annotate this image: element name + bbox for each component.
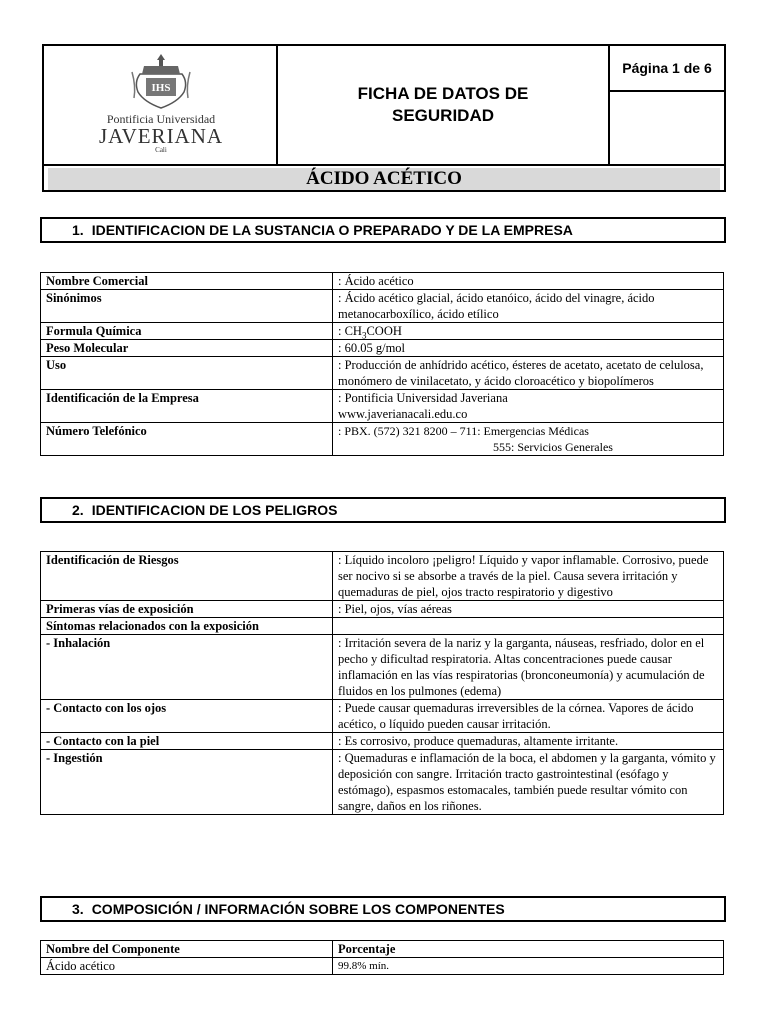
table-row xyxy=(41,635,724,700)
substance-name: ÁCIDO ACÉTICO xyxy=(48,168,720,190)
table-header-row xyxy=(41,941,724,958)
university-seal-icon xyxy=(126,52,196,110)
title-line-1: FICHA DE DATOS DE xyxy=(357,84,529,103)
row-label: Nombre Comercial xyxy=(41,273,333,290)
row-label: - Ingestión xyxy=(41,750,333,815)
row-label: Sinónimos xyxy=(41,290,333,323)
row-value: : 60.05 g/mol xyxy=(333,340,724,357)
table-row xyxy=(41,290,724,323)
formula-prefix: : CH xyxy=(338,324,362,338)
section-3-heading xyxy=(40,896,726,922)
table-row xyxy=(41,390,724,423)
row-value xyxy=(333,423,724,456)
section-1-heading xyxy=(40,217,726,243)
composition-table xyxy=(40,940,724,975)
row-value xyxy=(333,323,724,340)
section-1-number: 1. xyxy=(72,222,84,238)
row-label: - Contacto con los ojos xyxy=(41,700,333,733)
university-logo xyxy=(44,46,278,164)
row-value: : Es corrosivo, produce quemaduras, altamente irritante. xyxy=(333,733,724,750)
phone-general: 555: Servicios Generales xyxy=(493,440,613,454)
row-label: - Contacto con la piel xyxy=(41,733,333,750)
section-1-title: IDENTIFICACION DE LA SUSTANCIA O PREPARADO Y DE LA EMPRESA xyxy=(91,222,573,238)
logo-line-1: Pontificia Universidad xyxy=(106,112,216,126)
row-value xyxy=(333,618,724,635)
substance-band xyxy=(44,164,724,190)
table-row xyxy=(41,552,724,601)
table-row xyxy=(41,423,724,456)
row-value: : Puede causar quemaduras irreversibles de la córnea. Vapores de ácido acético, o líquido pueden causar irritación. xyxy=(333,700,724,733)
column-header: Porcentaje xyxy=(333,941,724,958)
row-label: Uso xyxy=(41,357,333,390)
table-row xyxy=(41,340,724,357)
section-2-number: 2. xyxy=(72,502,84,518)
section-3-number: 3. xyxy=(72,901,84,917)
row-label: Número Telefónico xyxy=(41,423,333,456)
document-title xyxy=(278,46,610,164)
component-name: Ácido acético xyxy=(41,958,333,975)
row-value xyxy=(333,390,724,423)
row-label: Formula Química xyxy=(41,323,333,340)
logo-line-2: JAVERIANA xyxy=(98,124,224,148)
row-label: Síntomas relacionados con la exposición xyxy=(41,618,333,635)
logo-line-3: Cali xyxy=(155,146,167,154)
company-website: www.javerianacali.edu.co xyxy=(338,407,468,421)
table-row xyxy=(41,323,724,340)
svg-text:IHS: IHS xyxy=(151,82,171,94)
identification-table xyxy=(40,272,724,456)
column-header: Nombre del Componente xyxy=(41,941,333,958)
formula-suffix: COOH xyxy=(366,324,402,338)
page-indicator: Página 1 de 6 xyxy=(610,46,724,92)
document-header xyxy=(42,44,726,192)
row-value: : Ácido acético xyxy=(333,273,724,290)
row-value: : Piel, ojos, vías aéreas xyxy=(333,601,724,618)
row-label: Primeras vías de exposición xyxy=(41,601,333,618)
row-value: : Quemaduras e inflamación de la boca, el abdomen y la garganta, vómito y deposición con sangre. Irritación tracto gastrointestinal (esófago y estómago), espasmos estomacales, también puede resultar vómito con sangre, daños en los riñones. xyxy=(333,750,724,815)
table-row xyxy=(41,618,724,635)
row-value: : Irritación severa de la nariz y la garganta, náuseas, resfriado, dolor en el pecho y dificultad respiratoria. Altas concentraciones puede causar inflamación en las vías respiratorias (bronconeumonía) y acumulación de fluidos en los pulmones (edema) xyxy=(333,635,724,700)
row-label: Identificación de Riesgos xyxy=(41,552,333,601)
table-row xyxy=(41,357,724,390)
row-value: : Producción de anhídrido acético, ésteres de acetato, acetato de celulosa, monómero de vinilacetato, y ácido cloroacético y biopolímeros xyxy=(333,357,724,390)
table-row xyxy=(41,601,724,618)
section-2-title: IDENTIFICACION DE LOS PELIGROS xyxy=(91,502,338,518)
row-label: - Inhalación xyxy=(41,635,333,700)
component-percent: 99.8% mín. xyxy=(333,958,724,975)
row-label: Peso Molecular xyxy=(41,340,333,357)
phone-emergency: : PBX. (572) 321 8200 – 711: Emergencias Médicas xyxy=(338,424,589,438)
formula-subscript: 3 xyxy=(361,330,367,341)
row-label: Identificación de la Empresa xyxy=(41,390,333,423)
table-row xyxy=(41,733,724,750)
table-row xyxy=(41,700,724,733)
hazards-table xyxy=(40,551,724,815)
table-row xyxy=(41,273,724,290)
section-2-heading xyxy=(40,497,726,523)
company-name: : Pontificia Universidad Javeriana xyxy=(338,391,508,405)
table-row xyxy=(41,958,724,975)
section-3-title: COMPOSICIÓN / INFORMACIÓN SOBRE LOS COMPONENTES xyxy=(91,901,505,917)
title-line-2: SEGURIDAD xyxy=(391,106,494,125)
row-value: : Ácido acético glacial, ácido etanóico, ácido del vinagre, ácido metanocarboxílico, ácido etílico xyxy=(333,290,724,323)
table-row xyxy=(41,750,724,815)
row-value: : Líquido incoloro ¡peligro! Líquido y vapor inflamable. Corrosivo, puede ser nocivo si se absorbe a través de la piel. Causa severa irritación y quemaduras de piel, ojos tracto respiratorio y digestivo xyxy=(333,552,724,601)
